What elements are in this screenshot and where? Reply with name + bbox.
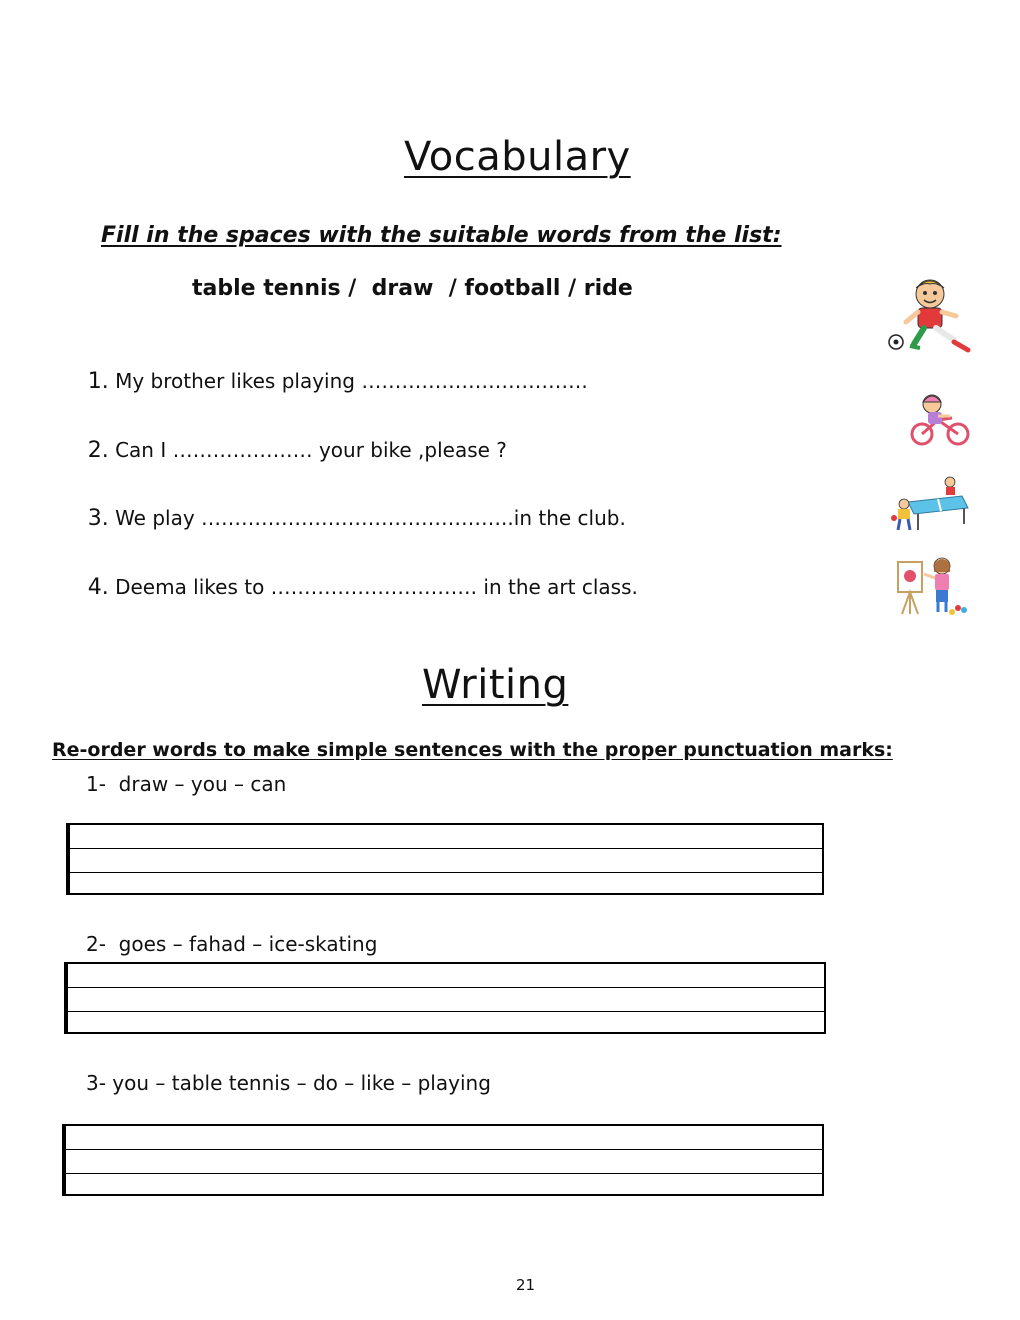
writing-prompt-1: 1- draw – you – can <box>86 772 287 796</box>
word-list: table tennis / draw / football / ride <box>192 276 633 301</box>
question-text: Can I ………………… your bike ,please ? <box>108 438 507 462</box>
page-number: 21 <box>516 1276 536 1294</box>
answer-line <box>68 1011 824 1012</box>
question-text: Deema likes to …………………………. in the art class. <box>108 575 638 599</box>
question-text: We play ………………………………………..in the club. <box>108 506 626 530</box>
boy-football-icon <box>884 272 978 362</box>
question-number: 1. <box>87 369 109 394</box>
writing-title: Writing <box>422 662 569 708</box>
answer-line <box>66 1173 822 1174</box>
girl-painting-icon <box>892 552 972 616</box>
answer-line <box>66 1149 822 1150</box>
table-tennis-icon <box>888 474 972 536</box>
writing-prompt-3: 3- you – table tennis – do – like – playing <box>86 1071 491 1095</box>
writing-prompt-2: 2- goes – fahad – ice-skating <box>86 932 378 956</box>
answer-line <box>70 872 822 873</box>
girl-bike-icon <box>908 390 972 448</box>
question-2 <box>75 414 507 463</box>
vocabulary-title: Vocabulary <box>404 134 631 180</box>
writing-instruction: Re-order words to make simple sentences with the proper punctuation marks: <box>52 739 893 761</box>
vocabulary-instruction: Fill in the spaces with the suitable words from the list: <box>101 223 782 248</box>
question-3 <box>75 482 626 531</box>
answer-box-1[interactable] <box>66 823 824 895</box>
question-number: 4. <box>87 575 109 600</box>
question-text: My brother likes playing ……………………………. <box>108 369 588 393</box>
answer-box-3[interactable] <box>62 1124 824 1196</box>
question-1 <box>75 345 588 394</box>
question-4 <box>75 551 638 600</box>
question-number: 3. <box>87 506 109 531</box>
question-number: 2. <box>87 438 109 463</box>
answer-line <box>70 848 822 849</box>
answer-box-2[interactable] <box>64 962 826 1034</box>
answer-line <box>68 987 824 988</box>
